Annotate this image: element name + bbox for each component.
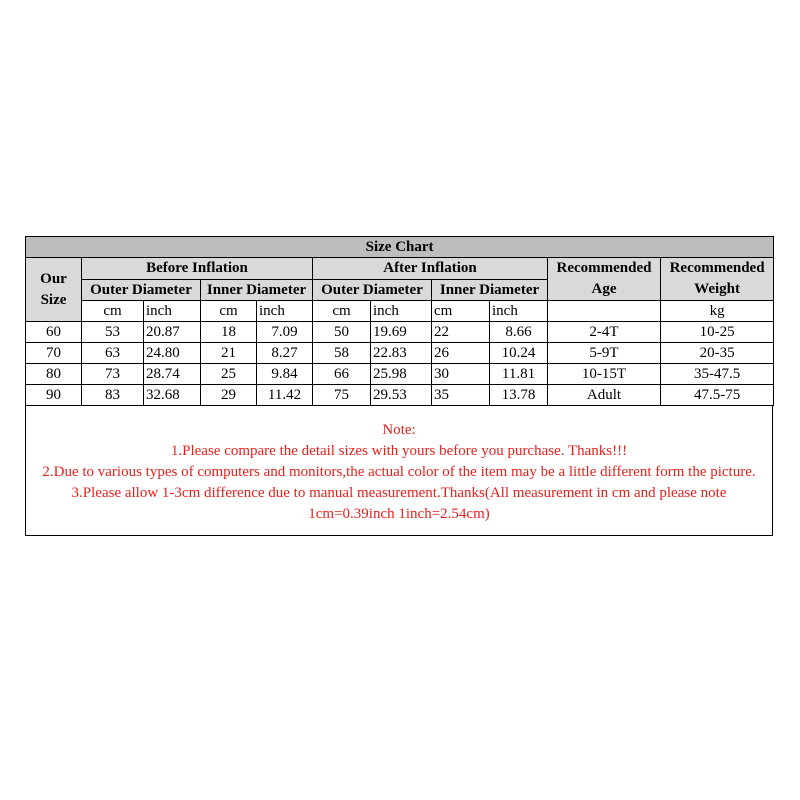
cell-b-in-cm: 25 bbox=[201, 364, 257, 385]
cell-b-in-cm: 21 bbox=[201, 343, 257, 364]
table-body bbox=[26, 322, 774, 406]
cell-a-in-cm: 30 bbox=[432, 364, 490, 385]
cell-a-out-cm: 50 bbox=[313, 322, 371, 343]
cell-b-out-in: 20.87 bbox=[144, 322, 201, 343]
cell-weight: 47.5-75 bbox=[661, 385, 774, 406]
cell-age: 2-4T bbox=[548, 322, 661, 343]
unit-inch: inch bbox=[490, 301, 548, 322]
cell-a-out-in: 22.83 bbox=[371, 343, 432, 364]
size-table bbox=[25, 236, 774, 406]
notes-heading: Note: bbox=[382, 422, 416, 438]
cell-b-out-in: 28.74 bbox=[144, 364, 201, 385]
cell-a-in-cm: 26 bbox=[432, 343, 490, 364]
cell-a-in-in: 10.24 bbox=[490, 343, 548, 364]
cell-a-in-in: 8.66 bbox=[490, 322, 548, 343]
unit-inch: inch bbox=[257, 301, 313, 322]
cell-b-in-cm: 29 bbox=[201, 385, 257, 406]
cell-a-in-in: 13.78 bbox=[490, 385, 548, 406]
notes-section bbox=[25, 406, 773, 536]
cell-b-in-in: 9.84 bbox=[257, 364, 313, 385]
note-line-2: 2.Due to various types of computers and monitors,the actual color of the item may be a little different form the picture. bbox=[42, 464, 756, 480]
after-inflation-header: After Inflation bbox=[313, 258, 548, 280]
table-row bbox=[26, 364, 774, 385]
note-line-1: 1.Please compare the detail sizes with yours before you purchase. Thanks!!! bbox=[170, 443, 628, 459]
cell-a-out-in: 29.53 bbox=[371, 385, 432, 406]
cell-size: 70 bbox=[26, 343, 82, 364]
cell-a-in-cm: 35 bbox=[432, 385, 490, 406]
recommended-age-header: Recommended Age bbox=[548, 258, 661, 301]
age-unit-cell bbox=[548, 301, 661, 322]
cell-age: 10-15T bbox=[548, 364, 661, 385]
unit-inch: inch bbox=[371, 301, 432, 322]
size-chart bbox=[25, 236, 773, 536]
cell-weight: 35-47.5 bbox=[661, 364, 774, 385]
cell-weight: 20-35 bbox=[661, 343, 774, 364]
cell-age: 5-9T bbox=[548, 343, 661, 364]
cell-a-out-cm: 66 bbox=[313, 364, 371, 385]
unit-kg: kg bbox=[661, 301, 774, 322]
before-inflation-header: Before Inflation bbox=[82, 258, 313, 280]
after-outer-diameter-header: Outer Diameter bbox=[313, 279, 432, 301]
cell-b-in-in: 8.27 bbox=[257, 343, 313, 364]
recommended-weight-header: Recommended Weight bbox=[661, 258, 774, 301]
cell-size: 90 bbox=[26, 385, 82, 406]
cell-a-out-in: 25.98 bbox=[371, 364, 432, 385]
unit-cm: cm bbox=[82, 301, 144, 322]
cell-b-out-cm: 83 bbox=[82, 385, 144, 406]
table-row bbox=[26, 322, 774, 343]
cell-weight: 10-25 bbox=[661, 322, 774, 343]
table-row bbox=[26, 343, 774, 364]
unit-inch: inch bbox=[144, 301, 201, 322]
cell-age: Adult bbox=[548, 385, 661, 406]
note-line-3: 3.Please allow 1-3cm difference due to manual measurement.Thanks(All measurement in cm and please note 1cm=0.39inch 1inch=2.54cm) bbox=[71, 485, 727, 522]
unit-cm: cm bbox=[313, 301, 371, 322]
before-outer-diameter-header: Outer Diameter bbox=[82, 279, 201, 301]
table-row bbox=[26, 385, 774, 406]
cell-a-out-in: 19.69 bbox=[371, 322, 432, 343]
after-inner-diameter-header: Inner Diameter bbox=[432, 279, 548, 301]
cell-a-in-cm: 22 bbox=[432, 322, 490, 343]
cell-b-out-in: 24.80 bbox=[144, 343, 201, 364]
cell-size: 60 bbox=[26, 322, 82, 343]
cell-b-in-in: 11.42 bbox=[257, 385, 313, 406]
table-title: Size Chart bbox=[26, 237, 774, 258]
cell-b-out-cm: 53 bbox=[82, 322, 144, 343]
cell-a-in-in: 11.81 bbox=[490, 364, 548, 385]
cell-b-out-cm: 73 bbox=[82, 364, 144, 385]
cell-size: 80 bbox=[26, 364, 82, 385]
unit-cm: cm bbox=[432, 301, 490, 322]
cell-b-in-cm: 18 bbox=[201, 322, 257, 343]
our-size-header: Our Size bbox=[26, 258, 82, 322]
before-inner-diameter-header: Inner Diameter bbox=[201, 279, 313, 301]
unit-cm: cm bbox=[201, 301, 257, 322]
cell-b-out-cm: 63 bbox=[82, 343, 144, 364]
cell-b-out-in: 32.68 bbox=[144, 385, 201, 406]
cell-b-in-in: 7.09 bbox=[257, 322, 313, 343]
cell-a-out-cm: 75 bbox=[313, 385, 371, 406]
cell-a-out-cm: 58 bbox=[313, 343, 371, 364]
